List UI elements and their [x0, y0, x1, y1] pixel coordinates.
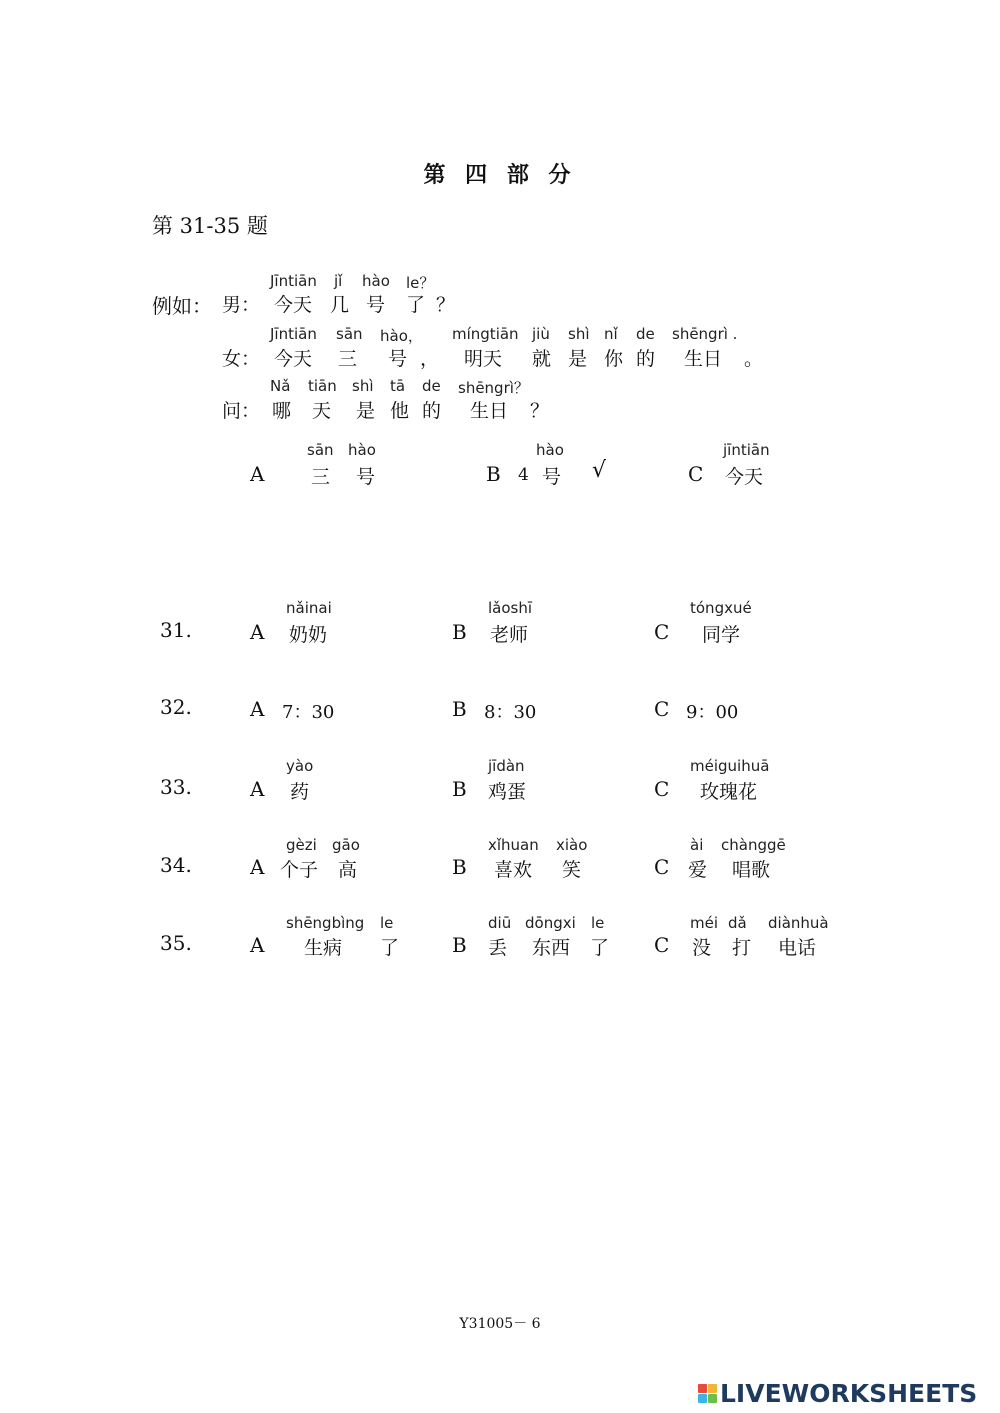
pinyin: Nǎ	[270, 377, 291, 395]
pinyin: shì	[568, 325, 590, 343]
logo-tile	[698, 1384, 707, 1393]
hanzi: 三	[311, 466, 331, 488]
hanzi: ，	[420, 348, 440, 370]
hanzi: 了	[406, 294, 426, 316]
pinyin: gèzi	[286, 836, 317, 854]
hanzi: 是	[568, 348, 588, 370]
question-number: 34.	[160, 853, 192, 877]
pinyin: hào，	[380, 327, 423, 345]
speaker-woman: 女：	[222, 348, 261, 370]
hanzi: 鸡蛋	[488, 781, 527, 803]
hanzi: 几	[330, 294, 350, 316]
pinyin: sān	[307, 441, 334, 459]
option-a[interactable]: A	[250, 855, 265, 879]
pinyin: xǐhuan	[488, 836, 539, 854]
hanzi: 天	[312, 400, 332, 422]
pinyin: sān	[336, 325, 363, 343]
pinyin: hào	[536, 441, 564, 459]
pinyin: míngtiān	[452, 325, 519, 343]
hanzi: 没	[692, 937, 712, 959]
hanzi: 东西	[532, 937, 571, 959]
pinyin: gāo	[332, 836, 360, 854]
example-prefix: 例如：	[152, 294, 212, 318]
section-title: 第 四 部 分	[423, 162, 577, 188]
hanzi: ？	[530, 400, 550, 422]
hanzi: 喜欢	[494, 859, 533, 881]
option-b[interactable]: B	[452, 933, 467, 957]
hanzi: 他	[390, 400, 410, 422]
question-number: 32.	[160, 695, 192, 719]
hanzi: 三	[338, 348, 358, 370]
hanzi: 的	[422, 400, 442, 422]
hanzi: 生日	[684, 348, 723, 370]
hanzi: 高	[338, 859, 358, 881]
pinyin: jīdàn	[488, 757, 525, 775]
pinyin: méiguihuā	[690, 757, 770, 775]
option-c[interactable]: C	[654, 933, 670, 957]
option-a[interactable]: A	[250, 933, 265, 957]
pinyin: shì	[352, 377, 374, 395]
hanzi: 同学	[702, 624, 741, 646]
pinyin: jiù	[532, 325, 550, 343]
hanzi: 丢	[488, 937, 508, 959]
option-b[interactable]: B	[452, 855, 467, 879]
option-label: C	[688, 462, 704, 486]
pinyin: shēngrì？	[458, 379, 529, 397]
pinyin: tóngxué	[690, 599, 752, 617]
pinyin: jǐ	[334, 272, 343, 290]
time-value: 9：00	[686, 702, 739, 723]
hanzi: 。	[744, 348, 764, 370]
option-c[interactable]: C	[654, 697, 670, 721]
hanzi: 笑	[562, 859, 582, 881]
hanzi: 是	[356, 400, 376, 422]
hanzi: 个子	[280, 859, 319, 881]
pinyin: hào	[348, 441, 376, 459]
pinyin: méi	[690, 914, 719, 932]
pinyin: xiào	[556, 836, 588, 854]
option-a[interactable]: A	[250, 777, 265, 801]
hanzi: 老师	[490, 624, 529, 646]
hanzi: 唱歌	[732, 859, 771, 881]
option-a[interactable]: A	[250, 697, 265, 721]
hanzi: 4	[518, 465, 529, 485]
logo-tiles-icon	[698, 1384, 717, 1403]
hanzi: 生病	[304, 937, 343, 959]
time-value: 7：30	[282, 702, 335, 723]
time-value: 8：30	[484, 702, 537, 723]
hanzi: 玫瑰花	[700, 781, 758, 803]
pinyin: chànggē	[721, 836, 786, 854]
pinyin: lǎoshī	[488, 599, 533, 617]
pinyin: le？	[406, 274, 435, 292]
hanzi: 明天	[464, 348, 503, 370]
speaker-question: 问：	[222, 400, 261, 422]
question-number: 35.	[160, 931, 192, 955]
pinyin: nǎinai	[286, 599, 332, 617]
liveworksheets-logo	[698, 1378, 977, 1408]
option-c[interactable]: C	[654, 620, 670, 644]
option-b[interactable]: B	[452, 620, 467, 644]
question-number: 31.	[160, 618, 192, 642]
option-label: B	[486, 462, 501, 486]
hanzi: 号	[366, 294, 386, 316]
pinyin: tiān	[308, 377, 337, 395]
hanzi: 生日	[470, 400, 509, 422]
pinyin: le	[380, 914, 394, 932]
pinyin: de	[636, 325, 655, 343]
pinyin: jīntiān	[723, 441, 770, 459]
logo-text: LIVEWORKSHEETS	[720, 1378, 978, 1408]
pinyin: dōngxi	[525, 914, 576, 932]
pinyin: ài	[690, 836, 704, 854]
hanzi: 就	[532, 348, 552, 370]
pinyin: diànhuà	[768, 914, 829, 932]
hanzi: 你	[604, 348, 624, 370]
pinyin: nǐ	[604, 325, 618, 343]
hanzi: 爱	[688, 859, 708, 881]
pinyin: Jīntiān	[270, 272, 317, 290]
question-range: 第 31-35 题	[152, 214, 268, 238]
option-b[interactable]: B	[452, 697, 467, 721]
hanzi: ？	[436, 294, 456, 316]
pinyin: diū	[488, 914, 512, 932]
hanzi: 药	[290, 781, 310, 803]
hanzi: 号	[388, 348, 408, 370]
hanzi: 号	[542, 466, 562, 488]
logo-tile	[698, 1394, 707, 1403]
hanzi: 今天	[274, 348, 313, 370]
pinyin: hào	[362, 272, 390, 290]
hanzi: 了	[590, 937, 610, 959]
option-label: A	[250, 462, 265, 486]
speaker-man: 男：	[222, 294, 261, 316]
pinyin: le	[591, 914, 605, 932]
pinyin: Jīntiān	[270, 325, 317, 343]
pinyin: tā	[390, 377, 406, 395]
hanzi: 今天	[274, 294, 313, 316]
question-number: 33.	[160, 775, 192, 799]
hanzi: 哪	[272, 400, 292, 422]
pinyin: shēngrì .	[672, 325, 738, 343]
hanzi: 电话	[778, 937, 817, 959]
pinyin: yào	[286, 757, 314, 775]
hanzi: 奶奶	[289, 624, 328, 646]
hanzi: 的	[636, 348, 656, 370]
option-b[interactable]: B	[452, 777, 467, 801]
hanzi: 了	[380, 937, 400, 959]
hanzi: 今天	[725, 466, 764, 488]
logo-tile	[708, 1384, 717, 1393]
hanzi: 号	[356, 466, 376, 488]
pinyin: dǎ	[728, 914, 747, 932]
page-footer: Y31005－ 6	[459, 1316, 541, 1332]
option-c[interactable]: C	[654, 777, 670, 801]
option-a[interactable]: A	[250, 620, 265, 644]
pinyin: de	[422, 377, 441, 395]
option-c[interactable]: C	[654, 855, 670, 879]
check-mark: √	[592, 458, 607, 483]
pinyin: shēngbìng	[286, 914, 365, 932]
hanzi: 打	[732, 937, 752, 959]
logo-tile	[708, 1394, 717, 1403]
